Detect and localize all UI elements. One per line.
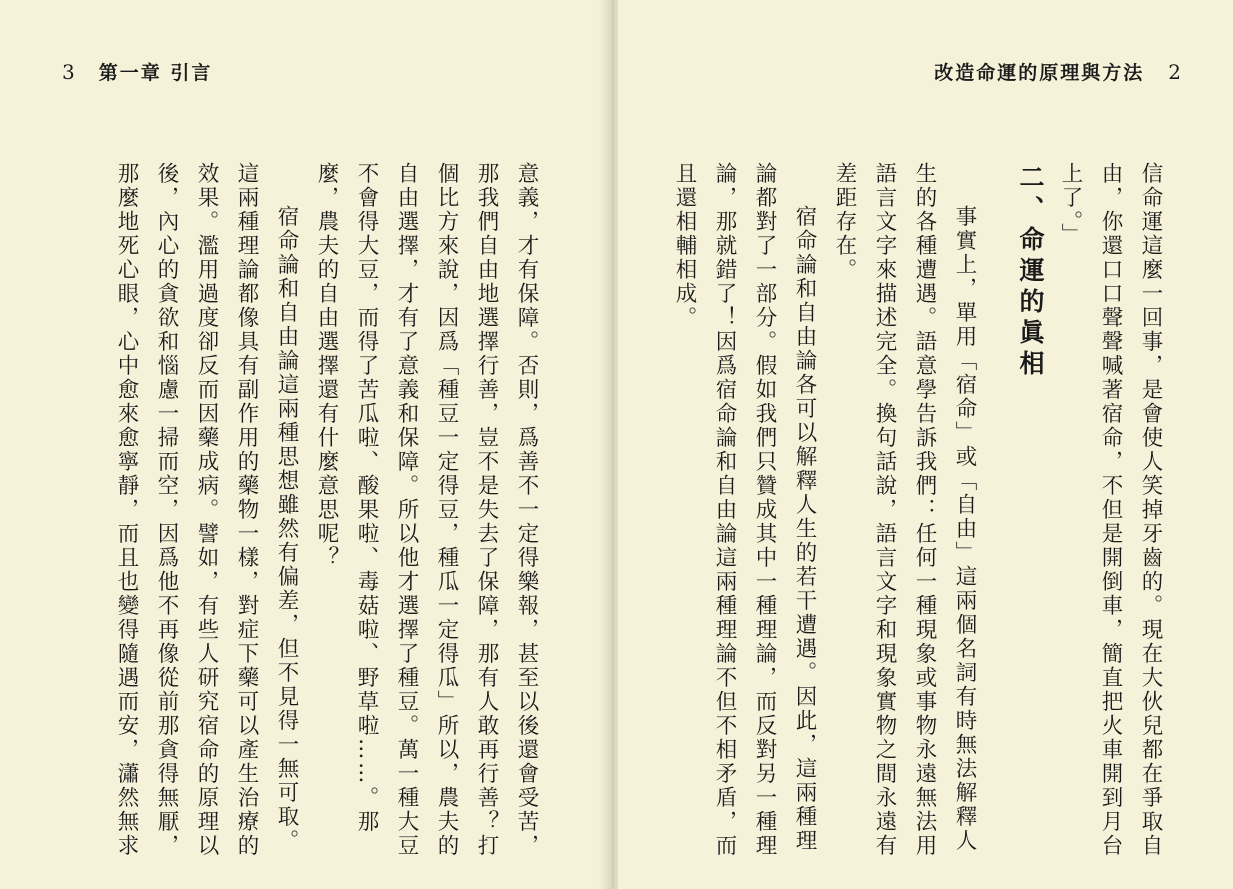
right-page-number: 2 xyxy=(1168,60,1181,84)
paragraph xyxy=(658,162,664,862)
paragraph: 宿命論和自由論各可以解釋人生的若干遭遇。因此，這兩種理論都對了一部分。假如我們只贊成其中一種理論，而反對另一種理論，那就錯了！因爲宿命論和自由論這兩種理論不但不相矛盾，而且還相輔相成。 xyxy=(672,162,817,858)
paragraph: 意義，才有保障。否則，爲善不一定得樂報，甚至以後還會受苦，那我們自由地選擇行善，豈不是失去了保障，那有人敢再行善？打個比方來說，因爲「種豆一定得豆，種瓜一定得瓜」所以，農夫的自由選擇，才有了意義和保障。所以他才選擇了種豆。萬一種大豆不會得大豆，而得了苦瓜啦、酸果啦、毒菇啦、野草啦……。那麼，農夫的自由選擇還有什麼意思呢？ xyxy=(314,162,539,858)
right-page-header xyxy=(934,58,1181,85)
right-page-body xyxy=(658,162,1170,862)
left-page-header xyxy=(62,58,212,85)
right-page xyxy=(618,0,1233,889)
left-page xyxy=(0,0,612,889)
paragraph: 事實上，單用「宿命」或「自由」這兩個名詞有時無法解釋人生的各種遭遇。語意學告訴我們：任何一種現象或事物永遠無法用語言文字來描述完全。換句話說，語言文字和現象實物之間永遠有差距存在。 xyxy=(832,162,977,858)
right-running-head: 改造命運的原理與方法 xyxy=(934,62,1145,84)
left-running-head: 第一章 引言 xyxy=(98,62,213,84)
section-title: 二、命運的眞相 xyxy=(1016,164,1045,381)
left-page-body xyxy=(98,162,546,862)
paragraph: 宿命論和自由論這兩種思想雖然有偏差，但不見得一無可取。這兩種理論都像具有副作用的藥物一樣，對症下藥可以產生治療的效果。濫用過度卻反而因藥成病。譬如，有些人研究宿命的原理以後，內心的貪欲和惱慮一掃而空，因爲他不再像從前那貪得無厭，那麼地死心眼，心中愈來愈寧靜，而且也變得隨遇而安，瀟然無求 xyxy=(114,162,299,858)
continuation-paragraph: 信命運這麼一回事，是會使人笑掉牙齒的。現在大伙兒都在爭取自由，你還口口聲聲喊著宿命，不但是開倒車，簡直把火車開到月台上了。」 xyxy=(1058,162,1163,858)
left-page-number: 3 xyxy=(62,60,75,84)
